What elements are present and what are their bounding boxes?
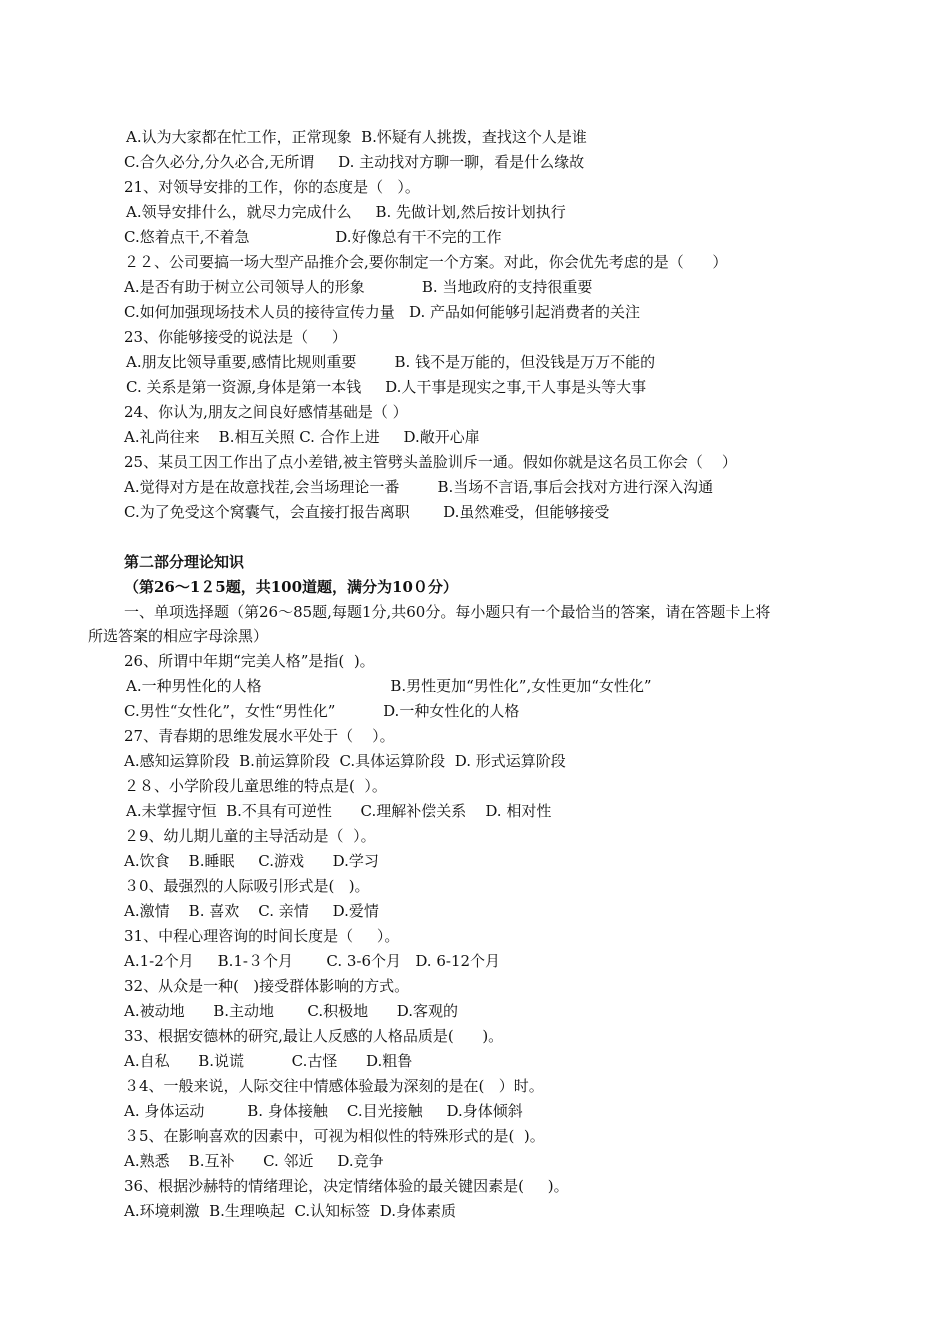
section-title: 第二部分理论知识 [124, 553, 245, 571]
question-23: 23、你能够接受的说法是（ ） [124, 328, 347, 346]
option-line-23ab: A.朋友比领导重要,感情比规则重要 B. 钱不是万能的，但没钱是万万不能的 [126, 353, 656, 371]
option-line-29: A.饮食 B.睡眠 C.游戏 D.学习 [124, 852, 379, 870]
option-line-34: A. 身体运动 B. 身体接触 C.目光接触 D.身体倾斜 [124, 1102, 523, 1120]
question-36: 36、根据沙赫特的情绪理论，决定情绪体验的最关键因素是( )。 [124, 1177, 569, 1195]
option-line-33: A.自私 B.说谎 C.古怪 D.粗鲁 [124, 1052, 413, 1070]
option-line-21cd: C.悠着点干,不着急 D.好像总有干不完的工作 [124, 228, 502, 246]
option-line-23cd: C. 关系是第一资源,身体是第一本钱 D.人干事是现实之事,干人事是头等大事 [126, 378, 647, 396]
option-line-31: A.1-2个月 B.1-３个月 C. 3-6个月 D. 6-12个月 [124, 952, 501, 970]
section-intro-line-1: 一、单项选择题（第26～85题,每题1分,共60分。每小题只有一个最恰当的答案，请在答题卡上将 [124, 603, 771, 621]
question-34: ３4、一般来说，人际交往中情感体验最为深刻的是在( ）时。 [124, 1077, 544, 1095]
option-line-22cd: C.如何加强现场技术人员的接待宣传力量 D. 产品如何能够引起消费者的关注 [124, 303, 641, 321]
option-line-20cd: C.合久必分,分久必合,无所谓 D. 主动找对方聊一聊，看是什么缘故 [124, 153, 585, 171]
question-29: ２9、幼儿期儿童的主导活动是（ ）。 [124, 827, 376, 845]
question-32: 32、从众是一种( )接受群体影响的方式。 [124, 977, 410, 995]
option-line-26ab: A.一种男性化的人格 B.男性更加“男性化”,女性更加“女性化” [126, 677, 652, 695]
question-22: ２２、公司要搞一场大型产品推介会,要你制定一个方案。对此，你会优先考虑的是（ ） [124, 253, 728, 271]
option-line-21ab: A.领导安排什么，就尽力完成什么 B. 先做计划,然后按计划执行 [126, 203, 566, 221]
option-line-27: A.感知运算阶段 B.前运算阶段 C.具体运算阶段 D. 形式运算阶段 [124, 752, 566, 770]
question-25: 25、某员工因工作出了点小差错,被主管劈头盖脸训斥一通。假如你就是这名员工你会（ ） [124, 453, 737, 471]
question-33: 33、根据安德林的研究,最让人反感的人格品质是( )。 [124, 1027, 504, 1045]
question-30: ３0、最强烈的人际吸引形式是( )。 [124, 877, 370, 895]
question-28: ２８、小学阶段儿童思维的特点是( ）。 [124, 777, 387, 795]
question-31: 31、中程心理咨询的时间长度是（ ）。 [124, 927, 400, 945]
option-line-20ab: A.认为大家都在忙工作，正常现象 B.怀疑有人挑拨，查找这个人是谁 [126, 128, 587, 146]
question-27: 27、青春期的思维发展水平处于（ ）。 [124, 727, 395, 745]
question-26: 26、所谓中年期“完美人格”是指( )。 [124, 652, 375, 670]
option-line-28: A.未掌握守恒 B.不具有可逆性 C.理解补偿关系 D. 相对性 [126, 802, 552, 820]
option-line-35: A.熟悉 B.互补 C. 邻近 D.竞争 [124, 1152, 384, 1170]
section-subtitle: （第26～1２5题，共100道题，满分为10０分） [124, 578, 458, 596]
section-intro-line-2: 所选答案的相应字母涂黑） [88, 627, 269, 645]
option-line-30: A.激情 B. 喜欢 C. 亲情 D.爱情 [124, 902, 379, 920]
question-35: ３5、在影响喜欢的因素中，可视为相似性的特殊形式的是( )。 [124, 1127, 545, 1145]
question-21: 21、对领导安排的工作，你的态度是（ ）。 [124, 178, 420, 196]
question-24: 24、你认为,朋友之间良好感情基础是（ ） [124, 403, 408, 421]
option-line-25cd: C.为了免受这个窝囊气，会直接打报告离职 D.虽然难受，但能够接受 [124, 503, 610, 521]
option-line-26cd: C.男性“女性化”，女性“男性化” D.一种女性化的人格 [124, 702, 520, 720]
option-line-22ab: A.是否有助于树立公司领导人的形象 B. 当地政府的支持很重要 [124, 278, 593, 296]
option-line-24: A.礼尚往来 B.相互关照 C. 合作上进 D.敞开心扉 [124, 428, 480, 446]
option-line-25ab: A.觉得对方是在故意找茬,会当场理论一番 B.当场不言语,事后会找对方进行深入沟通 [124, 478, 714, 496]
option-line-36: A.环境刺激 B.生理唤起 C.认知标签 D.身体素质 [124, 1202, 456, 1220]
option-line-32: A.被动地 B.主动地 C.积极地 D.客观的 [124, 1002, 458, 1020]
